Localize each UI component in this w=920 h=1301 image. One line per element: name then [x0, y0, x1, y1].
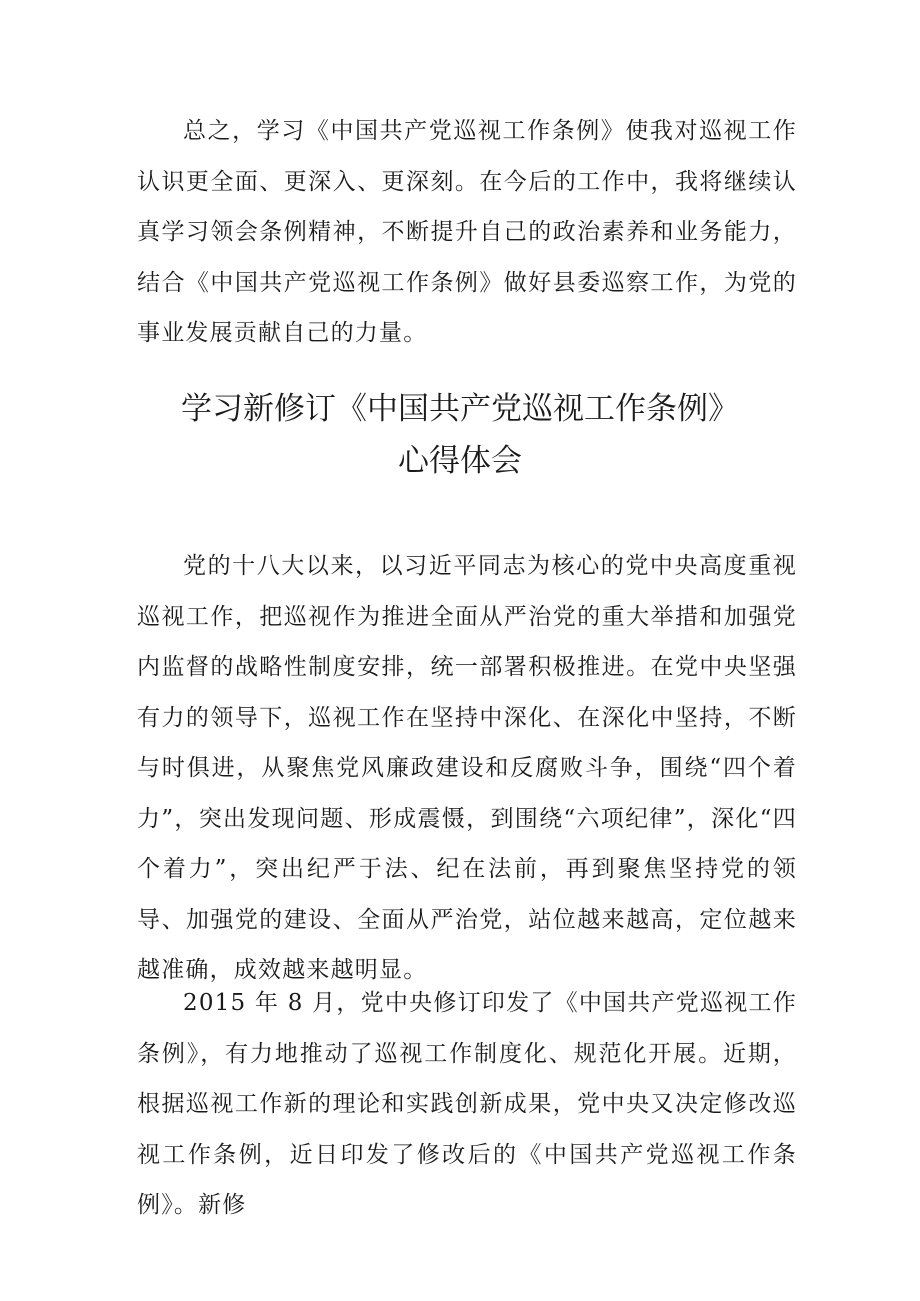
body-paragraph-1: 党的十八大以来，以习近平同志为核心的党中央高度重视巡视工作，把巡视作为推进全面从严治党的重大举措和加强党内监督的战略性制度安排，统一部署积极推进。在党中央坚强有力的领导下，巡视工作在坚持中深化、在深化中坚持，不断与时俱进，从聚焦党风廉政建设和反腐败斗争，围绕“四个着力”，突出发现问题、形成震慑，到围绕“六项纪律”，深化“四个着力”，突出纪严于法、纪在法前，再到聚焦坚持党的领导、加强党的建设、全面从严治党，站位越来越高，定位越来越准确，成效越来越明显。 — [137, 553, 797, 983]
article-title-line-1: 学习新修订《中国共产党巡视工作条例》 — [181, 391, 739, 427]
closing-paragraph: 总之，学习《中国共产党巡视工作条例》使我对巡视工作认识更全面、更深入、更深刻。在今后的工作中，我将继续认真学习领会条例精神，不断提升自己的政治素养和业务能力，结合《中国共产党巡视工作条例》做好县委巡察工作，为党的事业发展贡献自己的力量。 — [137, 118, 797, 346]
article-title-line-2: 心得体会 — [398, 443, 522, 479]
body-paragraph-2: 2015 年 8 月，党中央修订印发了《中国共产党巡视工作条例》，有力地推动了巡视工作制度化、规范化开展。近期，根据巡视工作新的理论和实践创新成果，党中央又决定修改巡视工作条例，近日印发了修改后的《中国共产党巡视工作条例》。新修 — [137, 990, 797, 1218]
